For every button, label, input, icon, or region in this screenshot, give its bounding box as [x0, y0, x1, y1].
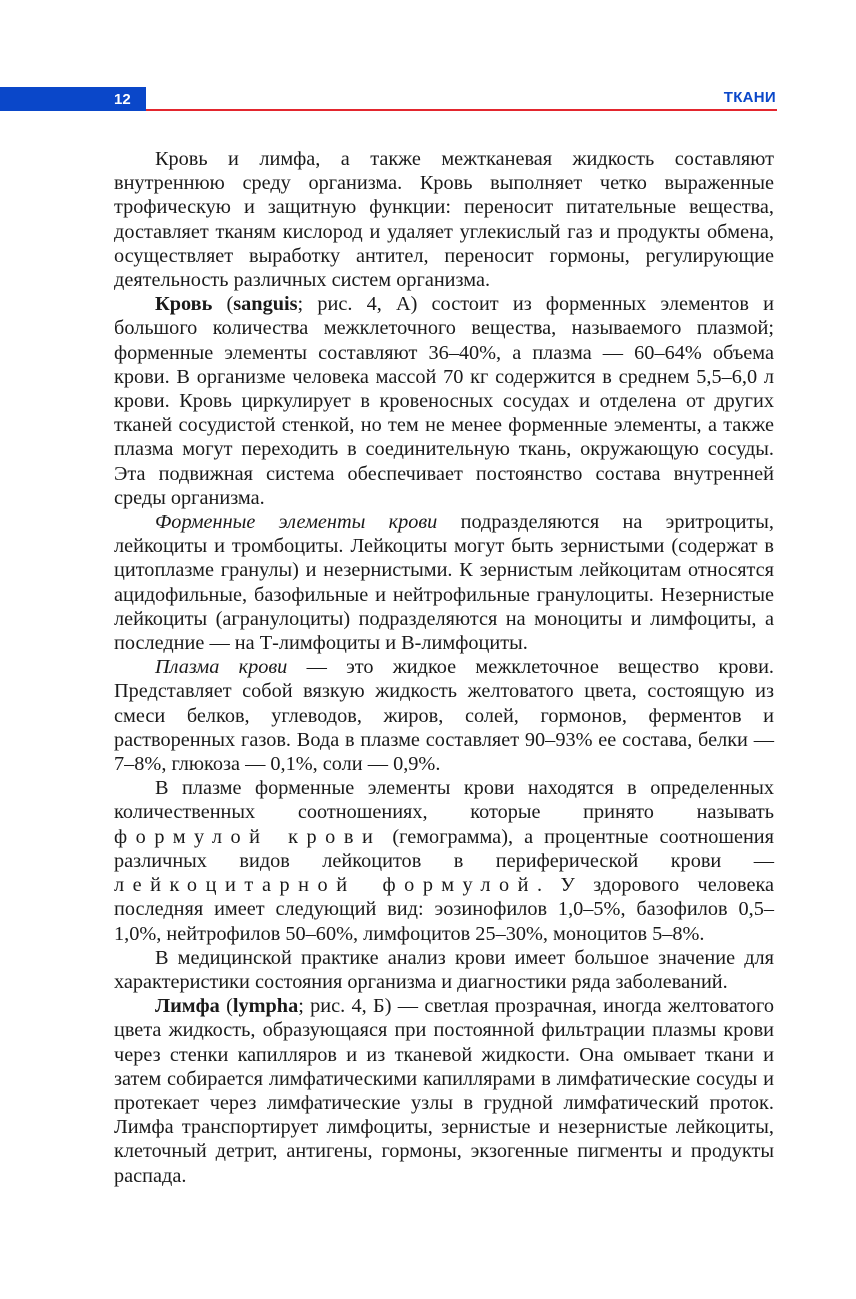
paragraph-2: [114, 292, 774, 510]
paragraph-text: подразделяются на эритроциты, лейкоциты и тромбоциты. Лейкоциты могут быть зернистыми (содержат в цитоплазме гранулы) и незернистыми. К зернистым лейкоцитам относятся ацидофильные, базофильные и нейтрофильные гранулоциты. Незернистые лейкоциты (агранулоциты) подразделяются на моноциты и лимфоциты, а последние — на Т-лимфоциты и В-лимфоциты.: [114, 511, 774, 655]
latin-term: lympha: [232, 995, 299, 1018]
paren-open: (: [219, 995, 233, 1018]
paragraph-text: — это жидкое межклеточное вещество крови. Представляет собой вязкую жидкость желтоватого цвета, состоящую из смеси белков, углеводов, жиров, солей, гормонов, ферментов и растворенных газов. Вода в плазме составляет 90–93% ее состава, белки — 7–8%, глюкоза — 0,1%, соли — 0,9%.: [114, 656, 775, 776]
paren-open: (: [212, 293, 234, 316]
paragraph-text: . У здорового человека последняя имеет следующий вид: эозинофилов 1,0–5%, базофилов 0,5–1,0%, нейтрофилов 50–60%, лимфоцитов 25–30%, моноцитов 5–8%.: [114, 874, 774, 945]
spaced-term-blood-formula: формулой крови: [114, 825, 382, 848]
page-number: 12: [114, 91, 131, 108]
paragraph-6: [114, 946, 774, 994]
header-rule: [146, 109, 777, 111]
paragraph-text: (гемограмма), а процентные соотношения различных видов лейкоцитов в периферической крови —: [114, 825, 774, 872]
paragraph-text: В плазме форменные элементы крови находятся в определенных количественных соотношениях, которые принято называть: [114, 777, 774, 824]
paragraph-text: ; рис. 4, Б) — светлая прозрачная, иногда желтоватого цвета жидкость, образующаяся при постоянной фильтрации плазмы крови через стенки капилляров и из тканевой жидкости. Она омывает ткани и затем собирается лимфатическими капиллярами в лимфатические сосуды и протекает через лимфатические узлы в грудной лимфатический проток. Лимфа транспортирует лимфоциты, зернистые и незернистые лейкоциты, клеточный детрит, антигены, гормоны, экзогенные пигменты и продукты распада.: [114, 995, 774, 1187]
term-lymph: Лимфа: [155, 995, 220, 1018]
spaced-term-leukocyte-formula: лейкоцитарной формулой: [114, 874, 538, 897]
paragraph-text: ; рис. 4, А) состоит из форменных элементов и большого количества межклеточного вещества, называемого плазмой; форменные элементы составляют 36–40%, а плазма — 60–64% объема крови. В организме человека массой 70 кг содержится в среднем 5,5–6,0 л крови. Кровь циркулирует в кровеносных сосудах и отделена от других тканей сосудистой стенкой, но тем не менее форменные элементы, а также плазма могут переходить в соединительную ткань, окружающую сосуды. Эта подвижная система обеспечивает постоянство состава внутренней среды организма.: [114, 293, 774, 509]
term-plasma: Плазма крови: [155, 656, 288, 679]
term-formed-elements: Форменные элементы крови: [155, 511, 438, 534]
paragraph-4: [114, 655, 774, 776]
latin-term: sanguis: [233, 293, 298, 316]
paragraph-7: [114, 994, 774, 1188]
paragraph-text: Кровь и лимфа, а также межтканевая жидкость составляют внутреннюю среду организма. Кровь выполняет четко выраженные трофическую и защитную функции: переносит питательные вещества, доставляет тканям кислород и удаляет углекислый газ и продукты обмена, осуществляет выработку антител, переносит гормоны, регулирующие деятельность различных систем организма.: [114, 148, 774, 292]
section-title: ТКАНИ: [723, 89, 776, 106]
body-text: [114, 147, 774, 1188]
paragraph-3: [114, 510, 774, 655]
paragraph-5: [114, 776, 774, 945]
paragraph-text: В медицинской практике анализ крови имеет большое значение для характеристики состояния организма и диагностики ряда заболеваний.: [114, 946, 774, 993]
term-blood: Кровь: [155, 293, 213, 316]
paragraph-1: [114, 147, 774, 292]
